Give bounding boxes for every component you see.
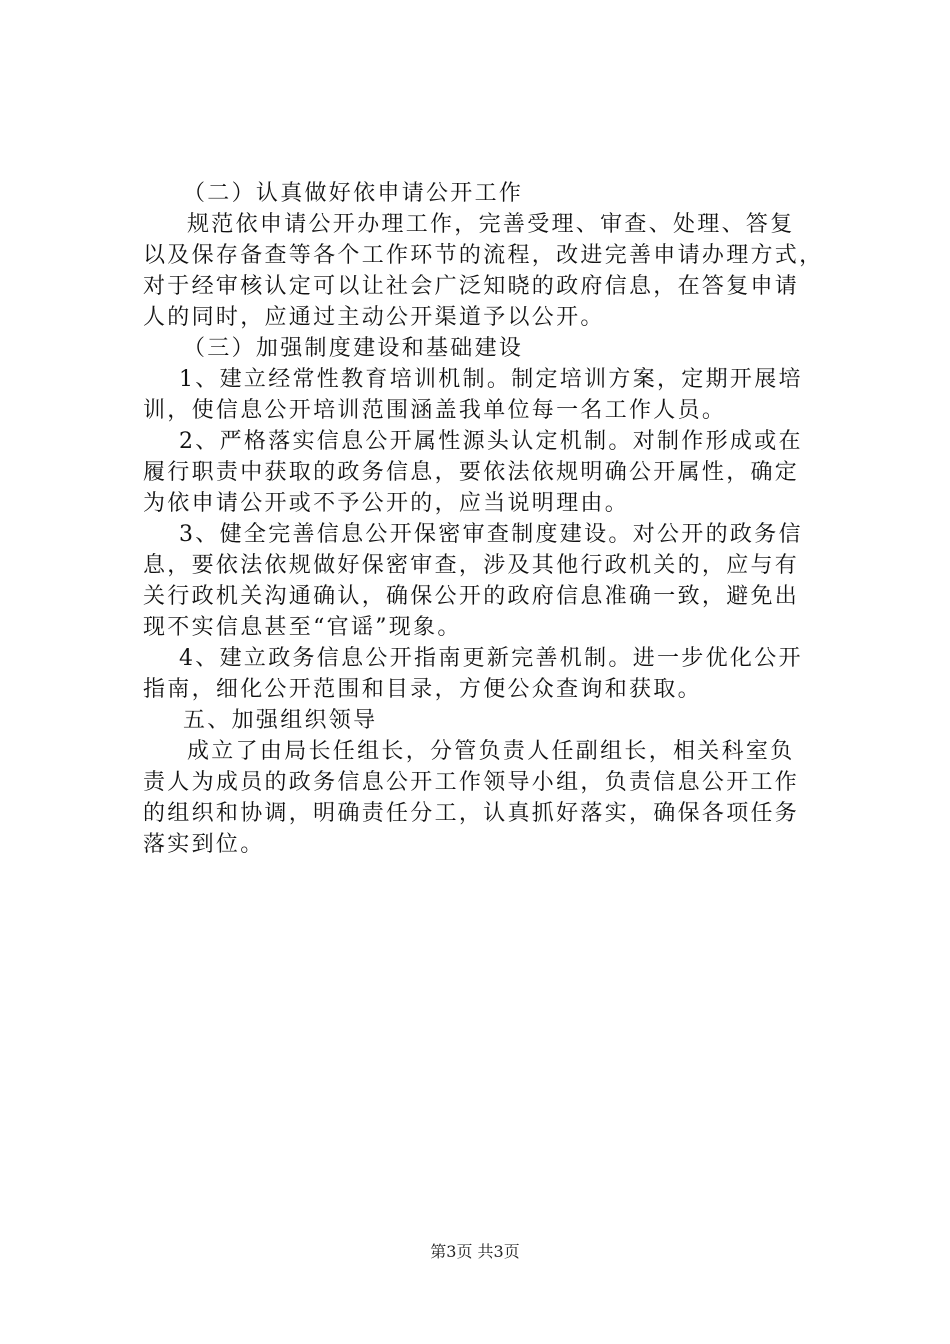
text-line: 五、加强组织领导 xyxy=(183,708,378,733)
text-line: 的组织和协调，明确责任分工，认真抓好落实，确保各项任务 xyxy=(143,801,800,826)
text-line: 履行职责中获取的政务信息，要依法依规明确公开属性，确定 xyxy=(143,460,800,485)
text-line: 为依申请公开或不予公开的，应当说明理由。 xyxy=(143,491,630,516)
text-line: 2、严格落实信息公开属性源头认定机制。对制作形成或在 xyxy=(179,429,803,454)
text-line: 责人为成员的政务信息公开工作领导小组，负责信息公开工作 xyxy=(143,770,800,795)
text-line: 成立了由局长任组长，分管负责人任副组长，相关科室负 xyxy=(187,739,795,764)
text-line: 现不实信息甚至“官谣”现象。 xyxy=(143,615,462,640)
text-line: 3、健全完善信息公开保密审查制度建设。对公开的政务信 xyxy=(179,522,803,547)
text-line: （三）加强制度建设和基础建设 xyxy=(183,336,524,361)
text-line: 落实到位。 xyxy=(143,832,265,857)
text-line: 关行政机关沟通确认，确保公开的政府信息准确一致，避免出 xyxy=(143,584,800,609)
text-line: 训，使信息公开培训范围涵盖我单位每一名工作人员。 xyxy=(143,398,727,423)
page-footer: 第3页 共3页 xyxy=(430,1242,520,1261)
text-line: 1、建立经常性教育培训机制。制定培训方案，定期开展培 xyxy=(179,367,803,392)
document-body xyxy=(143,178,833,860)
text-line: 4、建立政务信息公开指南更新完善机制。进一步优化公开 xyxy=(179,646,803,671)
text-line: 对于经审核认定可以让社会广泛知晓的政府信息，在答复申请 xyxy=(143,274,800,299)
text-line: 人的同时，应通过主动公开渠道予以公开。 xyxy=(143,305,605,330)
text-line: 指南，细化公开范围和目录，方便公众查询和获取。 xyxy=(143,677,702,702)
text-line: （二）认真做好依申请公开工作 xyxy=(183,181,524,206)
text-line: 以及保存备查等各个工作环节的流程，改进完善申请办理方式， xyxy=(143,243,824,268)
text-line: 规范依申请公开办理工作，完善受理、审查、处理、答复 xyxy=(187,212,795,237)
text-line: 息，要依法依规做好保密审查，涉及其他行政机关的，应与有 xyxy=(143,553,800,578)
